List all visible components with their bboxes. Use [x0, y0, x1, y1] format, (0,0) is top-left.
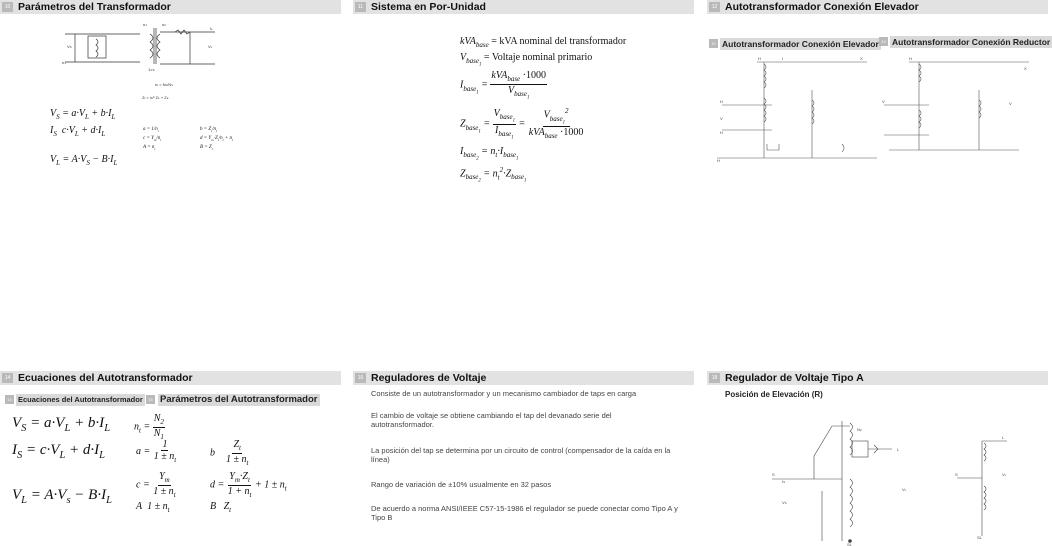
bullet-text: De acuerdo a norma ANSI/IEEE C57-15-1986 el regulador se puede conectar como Tipo A y Tipo B [371, 504, 678, 522]
svg-text:S: S [955, 472, 958, 477]
svg-text:1:nt: 1:nt [148, 67, 155, 72]
svg-text:H: H [717, 158, 720, 163]
slide-14 [0, 371, 341, 546]
autotransformer-step-up-diagram [712, 50, 882, 170]
inner-slide-title: Parámetros del Autotransformador [160, 394, 318, 405]
inner-slide-number: 15 [146, 395, 155, 404]
slide-number: 11 [355, 2, 366, 12]
svg-text:L: L [897, 447, 900, 452]
slide-header [707, 0, 1048, 14]
svg-text:V: V [882, 99, 885, 104]
slide-header [353, 371, 694, 385]
svg-text:V: V [720, 116, 723, 121]
svg-text:VS: VS [782, 500, 787, 505]
nt-ratio: $n_t$ = $\frac{N_2}{N_1}$ [134, 413, 164, 441]
svg-text:IL: IL [210, 26, 213, 31]
is-equation: $I_S$ $c\cdot V_L + d\cdot I_L$ [50, 125, 106, 138]
ibase1-formula: $I_{base_1}$ = $\frac{kVA_{base} \cdot 1000}{V_{base_1}}$ [460, 70, 546, 101]
slide-subtitle: Posición de Elevación (R) [725, 390, 823, 399]
zbase1-formula: $Z_{base_1}$ = $\frac{V_{base_1}}{I_{base_1}}$ = $\frac{V_{base_1}^2}{kVA_{base} \cdot 1000}$ [460, 107, 584, 141]
transformer-two-port-diagram [0, 14, 341, 175]
slide-header [0, 371, 341, 385]
slide-10 [0, 0, 341, 175]
zbase2-formula: $Z_{base_2} = n_t^2\cdot Z_{base_1}$ [460, 166, 527, 184]
kva-base-definition: kVA$_{base}$ = kVA nominal del transformador [460, 36, 627, 49]
type-a-regulator-simplified-diagram [952, 431, 1042, 541]
svg-text:nt = N2/N1: nt = N2/N1 [155, 82, 173, 87]
slide-12 [707, 0, 1051, 175]
svg-text:VL: VL [208, 44, 213, 49]
param-B: B $Z_t$ [210, 501, 232, 514]
slide-title: Ecuaciones del Autotransformador [18, 372, 193, 384]
svg-text:Zt = nt²·Z1 + Z2: Zt = nt²·Z1 + Z2 [142, 95, 169, 100]
svg-text:L: L [1002, 435, 1005, 440]
svg-text:V: V [1009, 101, 1012, 106]
svg-text:N2: N2 [857, 427, 862, 432]
slide-number: 10 [2, 2, 13, 12]
slide-title: Reguladores de Voltaje [371, 372, 487, 384]
param-d: d = $\frac{Y_m\cdot Z_t}{1 + n_t}$ + $1 \pm n_t$ [210, 471, 287, 499]
slide-title: Parámetros del Transformador [18, 1, 171, 13]
svg-text:SL: SL [847, 542, 852, 546]
param-a: a = $\frac{1}{1 \pm n_t}$ [136, 439, 177, 464]
slide-number: 12 [709, 2, 720, 12]
svg-text:H: H [720, 99, 723, 104]
slide-header [353, 0, 694, 14]
svg-text:H: H [758, 56, 761, 61]
abcd-parameters-right: $b = Z_t/n_t$ $d = Y_m\cdot Z_t/n_t + n_t$ $B = Z_t$ [200, 127, 233, 151]
svg-text:H: H [720, 130, 723, 135]
auto-vs-equation: $V_S = a\cdot V_L + b\cdot I_L$ [12, 415, 111, 434]
inner-slide-number: 12 [709, 39, 718, 48]
param-A: A $1 \pm n_t$ [136, 501, 170, 514]
inner-slide-title: Autotransformador Conexión Elevador [722, 39, 879, 49]
inner-slide-number: 14 [5, 395, 14, 404]
slide-number: 18 [709, 373, 720, 383]
slide-header [0, 0, 341, 14]
svg-text:X: X [1024, 66, 1027, 71]
inner-slide-title: Ecuaciones del Autotransformador [18, 395, 143, 404]
slide-title: Autotransformador Conexión Elevador [725, 1, 919, 13]
auto-vl-equation: $V_L = A\cdot V_s - B\cdot I_L$ [12, 487, 112, 506]
type-a-regulator-diagram [762, 401, 962, 546]
slide-16 [353, 371, 694, 546]
slide-title: Sistema en Por-Unidad [371, 1, 486, 13]
svg-text:I: I [782, 56, 784, 61]
bullet-text: Consiste de un autotransformador y un mecanismo cambiador de taps en carga [371, 389, 637, 398]
auto-is-equation: $I_S = c\cdot V_L + d\cdot I_L$ [12, 442, 106, 461]
svg-text:SL: SL [977, 535, 982, 540]
slide-header [707, 371, 1048, 385]
slide-number: 16 [355, 373, 366, 383]
svg-text:S: S [772, 472, 775, 477]
svg-text:n1: n1 [62, 60, 66, 65]
vbase-definition: $V_{base_1}$ = Voltaje nominal primario [460, 52, 593, 68]
slide-title: Regulador de Voltaje Tipo A [725, 372, 864, 384]
bullet-text: La posición del tap se determina por un circuito de control (compensador de la caída en la línea) [371, 446, 671, 464]
bullet-text: Rango de variación de ±10% usualmente en 32 pasos [371, 480, 552, 489]
svg-text:IS: IS [782, 479, 786, 484]
vl-equation: $V_L = A\cdot V_S - B\cdot I_L$ [50, 154, 118, 167]
vs-equation: $V_S = a\cdot V_L + b\cdot I_L$ [50, 108, 116, 121]
svg-text:n2: n2 [162, 22, 166, 27]
svg-text:VS: VS [67, 44, 72, 49]
abcd-parameters: $a = 1/n_t$ $c = Y_m/n_t$ $A = n_t$ [143, 127, 162, 151]
inner-slide-number: 13 [879, 37, 888, 46]
param-b: b $\frac{Z_t}{1 \pm n_t}$ [210, 439, 249, 467]
svg-text:VL: VL [1002, 472, 1007, 477]
autotransformer-step-down-diagram [879, 50, 1039, 160]
slide-11 [353, 0, 694, 184]
slide-number: 14 [2, 373, 13, 383]
bullet-text: El cambio de voltaje se obtiene cambiando el tap del devanado serie del autotransformador. [371, 411, 612, 429]
slide-18 [707, 371, 1048, 546]
inner-slide-title: Autotransformador Conexión Reductor [892, 37, 1051, 47]
ibase2-formula: $I_{base_2} = n_t\cdot I_{base_1}$ [460, 146, 519, 162]
param-c: c = $\frac{Y_m}{1 \pm n_t}$ [136, 471, 176, 499]
svg-text:X: X [860, 56, 863, 61]
svg-text:VL: VL [902, 487, 907, 492]
svg-text:H: H [909, 56, 912, 61]
svg-text:n1: n1 [143, 22, 147, 27]
